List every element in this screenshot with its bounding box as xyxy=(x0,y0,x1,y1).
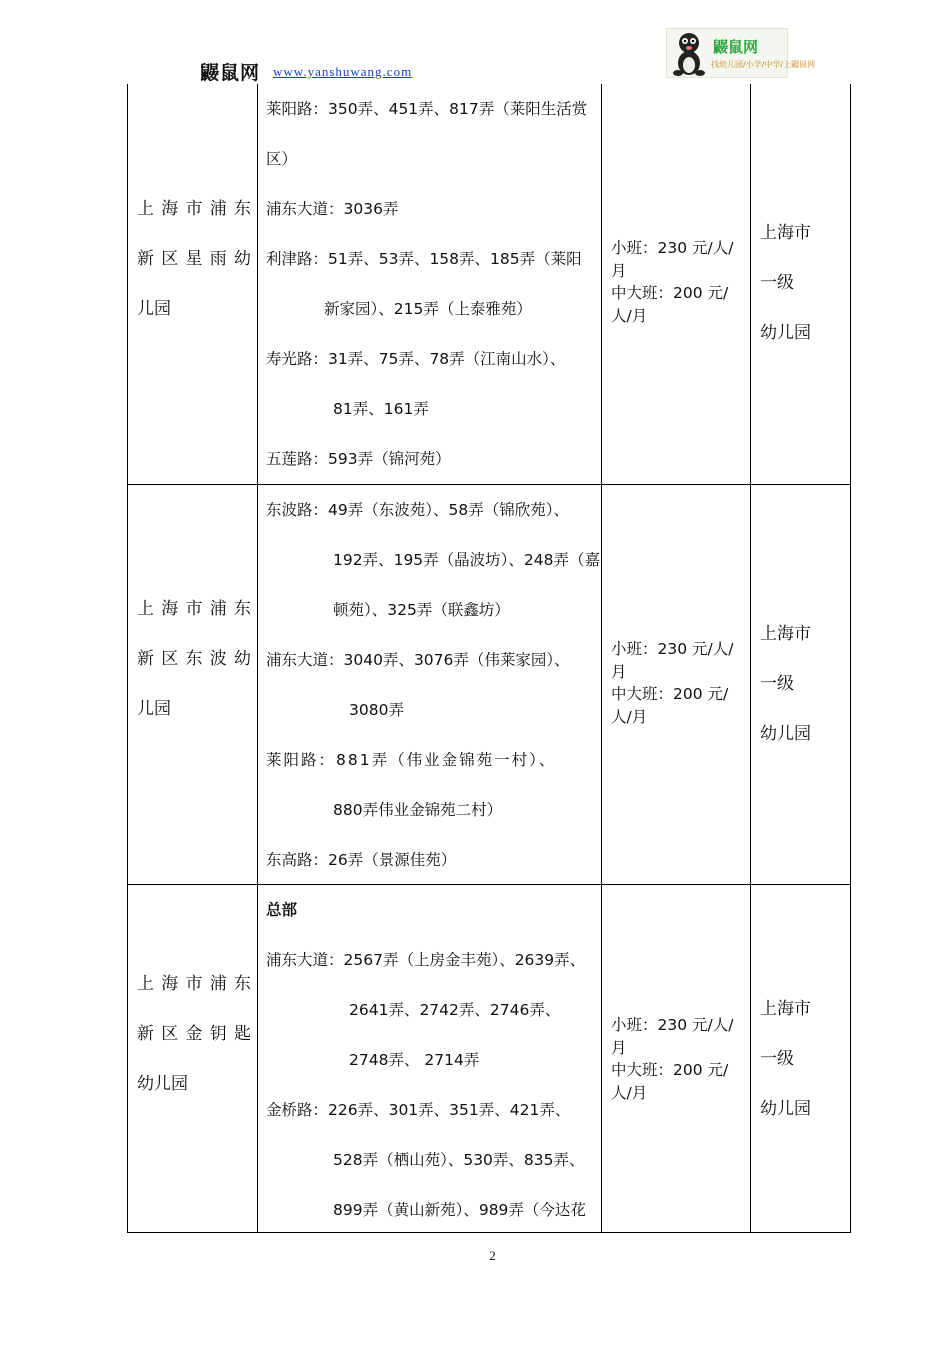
address-line: 528弄（栖山苑）、530弄、835弄、 xyxy=(333,1151,585,1169)
kindergarten-name-cell xyxy=(128,885,257,1232)
address-line: 192弄、195弄（晶波坊）、248弄（嘉 xyxy=(333,551,601,569)
address-line: 金桥路：226弄、301弄、351弄、421弄、 xyxy=(266,1101,571,1119)
address-line: 2641弄、2742弄、2746弄、 xyxy=(349,1001,561,1019)
address-line: 莱阳路：350弄、451弄、817弄（莱阳生活赏 xyxy=(266,100,588,118)
address-line: 81弄、161弄 xyxy=(333,400,429,418)
kindergarten-level: 上海市 一级 幼儿园 xyxy=(760,999,811,1119)
kindergarten-level: 上海市 一级 幼儿园 xyxy=(760,223,811,343)
kindergarten-name: 上海市浦东 新区东波幼 儿园 xyxy=(137,599,251,719)
page-number: 2 xyxy=(489,1248,496,1263)
address-line: 寿光路：31弄、75弄、78弄（江南山水）、 xyxy=(266,350,566,368)
branch-heading: 总部 xyxy=(266,901,298,919)
address-line: 新家园）、215弄（上泰雅苑） xyxy=(324,300,532,318)
address-line: 莱阳路：881弄（伟业金锦苑一村）、 xyxy=(266,751,557,769)
logo-text: 鼹鼠网 xyxy=(713,38,759,56)
table-row xyxy=(128,484,850,884)
fee-text: 小班：230 元/人/ 月 中大班：200 元/ 人/月 xyxy=(611,1016,734,1102)
kindergarten-table xyxy=(127,84,851,1233)
address-line: 浦东大道：3040弄、3076弄（伟莱家园）、 xyxy=(266,651,570,669)
address-list xyxy=(266,885,595,1232)
kindergarten-name-cell xyxy=(128,485,257,884)
address-line: 东高路：26弄（景源佳苑） xyxy=(266,851,457,869)
level-cell xyxy=(750,885,850,1232)
site-url-link[interactable]: www.yanshuwang.com xyxy=(273,64,413,79)
address-line: 2748弄、 2714弄 xyxy=(349,1051,480,1069)
address-list xyxy=(266,485,601,885)
logo-subtext: 找幼儿园/小学/中学/上鼹鼠网 xyxy=(711,60,816,69)
address-list xyxy=(266,84,595,484)
kindergarten-name: 上海市浦东 新区金钥匙 幼儿园 xyxy=(137,974,251,1094)
kindergarten-name-cell xyxy=(128,84,257,484)
site-name: 鼹鼠网 xyxy=(200,62,261,84)
fee-text: 小班：230 元/人/ 月 中大班：200 元/ 人/月 xyxy=(611,239,734,325)
fee-cell xyxy=(601,885,750,1232)
address-line: 五莲路：593弄（锦河苑） xyxy=(266,450,451,468)
address-cell xyxy=(257,485,601,884)
fee-text: 小班：230 元/人/ 月 中大班：200 元/ 人/月 xyxy=(611,640,734,726)
page-header xyxy=(0,0,950,84)
fee-cell xyxy=(601,84,750,484)
mole-mascot-icon xyxy=(669,29,713,77)
address-line: 利津路：51弄、53弄、158弄、185弄（莱阳 xyxy=(266,250,582,268)
address-cell xyxy=(257,885,601,1232)
kindergarten-level: 上海市 一级 幼儿园 xyxy=(760,624,811,744)
kindergarten-name: 上海市浦东 新区星雨幼 儿园 xyxy=(137,199,251,319)
address-line: 浦东大道：3036弄 xyxy=(266,200,399,218)
address-line: 区） xyxy=(266,150,298,168)
address-line: 880弄伟业金锦苑二村） xyxy=(333,801,503,819)
level-cell xyxy=(750,84,850,484)
site-logo xyxy=(666,28,816,78)
table-row xyxy=(128,884,850,1232)
address-line: 东波路：49弄（东波苑）、58弄（锦欣苑）、 xyxy=(266,501,569,519)
fee-cell xyxy=(601,485,750,884)
address-line: 899弄（黄山新苑）、989弄（今达花 xyxy=(333,1201,586,1219)
address-line: 浦东大道：2567弄（上房金丰苑）、2639弄、 xyxy=(266,951,586,969)
level-cell xyxy=(750,485,850,884)
address-cell xyxy=(257,84,601,484)
address-line: 顿苑）、325弄（联鑫坊） xyxy=(333,601,510,619)
address-line: 3080弄 xyxy=(349,701,404,719)
table-row xyxy=(128,84,850,484)
